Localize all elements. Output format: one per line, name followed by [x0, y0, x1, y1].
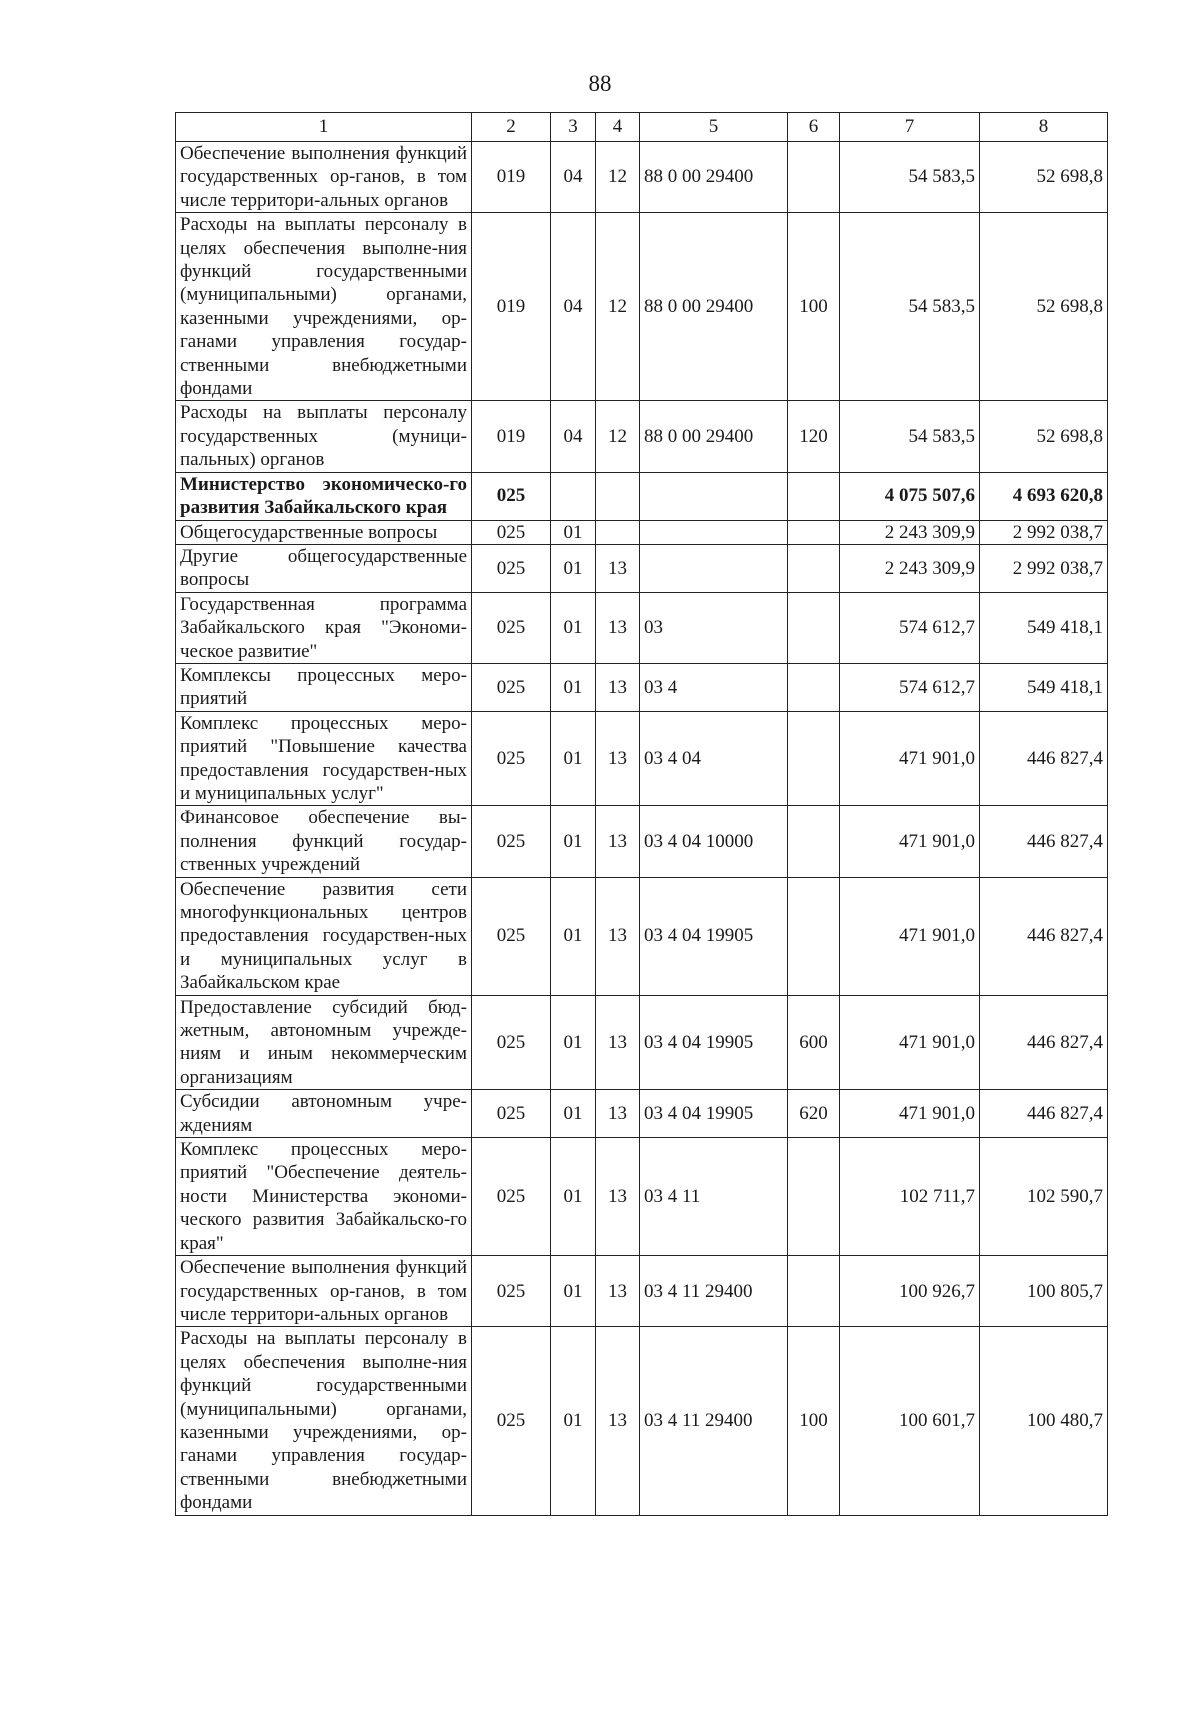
- row-section: 01: [551, 806, 596, 877]
- row-subsection: 13: [596, 1327, 640, 1515]
- row-amount-2: 446 827,4: [980, 1090, 1108, 1138]
- header-col-8: 8: [980, 113, 1108, 142]
- row-target-article: 88 0 00 29400: [640, 213, 788, 401]
- row-amount-2: 446 827,4: [980, 877, 1108, 995]
- row-subsection: 13: [596, 544, 640, 592]
- row-amount-2: 446 827,4: [980, 806, 1108, 877]
- row-amount-1: 54 583,5: [840, 142, 980, 213]
- row-section: 01: [551, 995, 596, 1090]
- row-section: 04: [551, 401, 596, 472]
- header-col-2: 2: [472, 113, 551, 142]
- row-amount-1: 471 901,0: [840, 1090, 980, 1138]
- row-amount-2: 2 992 038,7: [980, 520, 1108, 544]
- row-amount-1: 471 901,0: [840, 877, 980, 995]
- row-code: 025: [472, 1138, 551, 1256]
- row-subsection: 13: [596, 995, 640, 1090]
- table-row: [176, 1256, 1108, 1327]
- row-name: Предоставление субсидий бюд-жетным, автономным учрежде-ниям и иным некоммерческим организациям: [176, 995, 472, 1090]
- header-col-4: 4: [596, 113, 640, 142]
- table-row: [176, 1138, 1108, 1256]
- row-code: 025: [472, 1327, 551, 1515]
- row-name: Комплексы процессных меро-приятий: [176, 663, 472, 711]
- row-name: Другие общегосударственные вопросы: [176, 544, 472, 592]
- row-name: Министерство экономическо-го развития Забайкальского края: [176, 472, 472, 520]
- row-section: 01: [551, 1090, 596, 1138]
- row-target-article: 03 4: [640, 663, 788, 711]
- row-section: 01: [551, 877, 596, 995]
- table-row: [176, 142, 1108, 213]
- row-subsection: 13: [596, 1090, 640, 1138]
- row-target-article: 03 4 04 10000: [640, 806, 788, 877]
- row-section: 01: [551, 663, 596, 711]
- row-amount-1: 54 583,5: [840, 213, 980, 401]
- row-target-article: 03 4 11 29400: [640, 1256, 788, 1327]
- table-row: [176, 877, 1108, 995]
- table-row: [176, 1090, 1108, 1138]
- row-amount-2: 100 805,7: [980, 1256, 1108, 1327]
- row-amount-2: 446 827,4: [980, 995, 1108, 1090]
- row-expense-type: 120: [788, 401, 840, 472]
- table-row: [176, 520, 1108, 544]
- row-amount-1: 2 243 309,9: [840, 544, 980, 592]
- row-section: 01: [551, 1138, 596, 1256]
- row-name: Обеспечение развития сети многофункциональных центров предоставления государствен-ных и муниципальных услуг в Забайкальском крае: [176, 877, 472, 995]
- row-subsection: 13: [596, 663, 640, 711]
- row-amount-2: 446 827,4: [980, 711, 1108, 806]
- row-amount-1: 4 075 507,6: [840, 472, 980, 520]
- row-subsection: 13: [596, 1256, 640, 1327]
- row-code: 025: [472, 520, 551, 544]
- row-target-article: [640, 544, 788, 592]
- row-target-article: [640, 472, 788, 520]
- row-target-article: 88 0 00 29400: [640, 142, 788, 213]
- row-section: 01: [551, 1327, 596, 1515]
- row-amount-1: 54 583,5: [840, 401, 980, 472]
- row-expense-type: [788, 142, 840, 213]
- row-subsection: 13: [596, 806, 640, 877]
- row-subsection: 13: [596, 877, 640, 995]
- row-subsection: [596, 520, 640, 544]
- row-name: Финансовое обеспечение вы-полнения функций государ-ственных учреждений: [176, 806, 472, 877]
- row-subsection: 13: [596, 592, 640, 663]
- row-code: 025: [472, 1256, 551, 1327]
- row-target-article: 88 0 00 29400: [640, 401, 788, 472]
- row-code: 025: [472, 592, 551, 663]
- header-col-3: 3: [551, 113, 596, 142]
- row-section: 01: [551, 711, 596, 806]
- table-row: [176, 472, 1108, 520]
- row-amount-1: 2 243 309,9: [840, 520, 980, 544]
- row-amount-2: 52 698,8: [980, 142, 1108, 213]
- row-code: 025: [472, 472, 551, 520]
- row-amount-1: 471 901,0: [840, 711, 980, 806]
- table-row: [176, 213, 1108, 401]
- row-code: 025: [472, 711, 551, 806]
- header-row: [176, 113, 1108, 142]
- row-name: Комплекс процессных меро-приятий "Повышение качества предоставления государствен-ных и муниципальных услуг": [176, 711, 472, 806]
- row-target-article: 03 4 04 19905: [640, 995, 788, 1090]
- row-amount-1: 102 711,7: [840, 1138, 980, 1256]
- row-section: 04: [551, 213, 596, 401]
- row-amount-2: 100 480,7: [980, 1327, 1108, 1515]
- row-section: 04: [551, 142, 596, 213]
- row-target-article: 03 4 04 19905: [640, 1090, 788, 1138]
- budget-table: [175, 112, 1108, 1516]
- table-row: [176, 995, 1108, 1090]
- row-target-article: [640, 520, 788, 544]
- row-subsection: 13: [596, 1138, 640, 1256]
- table-row: [176, 711, 1108, 806]
- page-number: 88: [588, 71, 612, 96]
- row-subsection: 12: [596, 142, 640, 213]
- row-section: [551, 472, 596, 520]
- row-code: 025: [472, 995, 551, 1090]
- row-amount-1: 471 901,0: [840, 806, 980, 877]
- table-row: [176, 663, 1108, 711]
- row-name: Государственная программа Забайкальского края "Экономи-ческое развитие": [176, 592, 472, 663]
- row-name: Расходы на выплаты персоналу в целях обеспечения выполне-ния функций государственными (муниципальными) органами, казенными учреждениями, ор-ганами управления государ-ственными внебюджетными фондами: [176, 213, 472, 401]
- row-section: 01: [551, 592, 596, 663]
- row-code: 019: [472, 142, 551, 213]
- row-amount-2: 52 698,8: [980, 213, 1108, 401]
- table-row: [176, 1327, 1108, 1515]
- row-amount-2: 549 418,1: [980, 663, 1108, 711]
- row-section: 01: [551, 1256, 596, 1327]
- row-expense-type: [788, 1256, 840, 1327]
- row-target-article: 03 4 11: [640, 1138, 788, 1256]
- row-expense-type: [788, 544, 840, 592]
- header-col-1: 1: [176, 113, 472, 142]
- row-code: 025: [472, 544, 551, 592]
- row-expense-type: 620: [788, 1090, 840, 1138]
- row-code: 025: [472, 1090, 551, 1138]
- row-expense-type: [788, 877, 840, 995]
- row-expense-type: [788, 711, 840, 806]
- row-code: 019: [472, 401, 551, 472]
- row-expense-type: [788, 806, 840, 877]
- row-subsection: [596, 472, 640, 520]
- row-amount-1: 471 901,0: [840, 995, 980, 1090]
- row-name: Комплекс процессных меро-приятий "Обеспечение деятель-ности Министерства экономи-ческого развития Забайкальско-го края": [176, 1138, 472, 1256]
- row-amount-1: 100 926,7: [840, 1256, 980, 1327]
- row-code: 025: [472, 877, 551, 995]
- row-target-article: 03 4 04 19905: [640, 877, 788, 995]
- row-target-article: 03: [640, 592, 788, 663]
- row-name: Обеспечение выполнения функций государственных ор-ганов, в том числе территори-альных органов: [176, 142, 472, 213]
- row-amount-2: 2 992 038,7: [980, 544, 1108, 592]
- header-col-6: 6: [788, 113, 840, 142]
- row-name: Расходы на выплаты персоналу в целях обеспечения выполне-ния функций государственными (муниципальными) органами, казенными учреждениями, ор-ганами управления государ-ственными внебюджетными фондами: [176, 1327, 472, 1515]
- row-expense-type: 600: [788, 995, 840, 1090]
- table-row: [176, 401, 1108, 472]
- row-expense-type: [788, 520, 840, 544]
- row-amount-1: 574 612,7: [840, 663, 980, 711]
- row-expense-type: 100: [788, 1327, 840, 1515]
- row-expense-type: 100: [788, 213, 840, 401]
- row-expense-type: [788, 472, 840, 520]
- row-code: 025: [472, 663, 551, 711]
- row-subsection: 13: [596, 711, 640, 806]
- row-name: Обеспечение выполнения функций государственных ор-ганов, в том числе территори-альных органов: [176, 1256, 472, 1327]
- row-target-article: 03 4 11 29400: [640, 1327, 788, 1515]
- table-row: [176, 544, 1108, 592]
- row-expense-type: [788, 663, 840, 711]
- table-row: [176, 806, 1108, 877]
- table-row: [176, 592, 1108, 663]
- row-name: Расходы на выплаты персоналу государственных (муници-пальных) органов: [176, 401, 472, 472]
- row-amount-2: 549 418,1: [980, 592, 1108, 663]
- row-amount-1: 574 612,7: [840, 592, 980, 663]
- row-amount-2: 102 590,7: [980, 1138, 1108, 1256]
- header-col-7: 7: [840, 113, 980, 142]
- row-section: 01: [551, 544, 596, 592]
- row-expense-type: [788, 1138, 840, 1256]
- row-section: 01: [551, 520, 596, 544]
- row-target-article: 03 4 04: [640, 711, 788, 806]
- row-code: 019: [472, 213, 551, 401]
- row-amount-2: 4 693 620,8: [980, 472, 1108, 520]
- row-subsection: 12: [596, 213, 640, 401]
- row-name: Субсидии автономным учре-ждениям: [176, 1090, 472, 1138]
- row-subsection: 12: [596, 401, 640, 472]
- row-code: 025: [472, 806, 551, 877]
- row-name: Общегосударственные вопросы: [176, 520, 472, 544]
- row-amount-2: 52 698,8: [980, 401, 1108, 472]
- row-amount-1: 100 601,7: [840, 1327, 980, 1515]
- row-expense-type: [788, 592, 840, 663]
- header-col-5: 5: [640, 113, 788, 142]
